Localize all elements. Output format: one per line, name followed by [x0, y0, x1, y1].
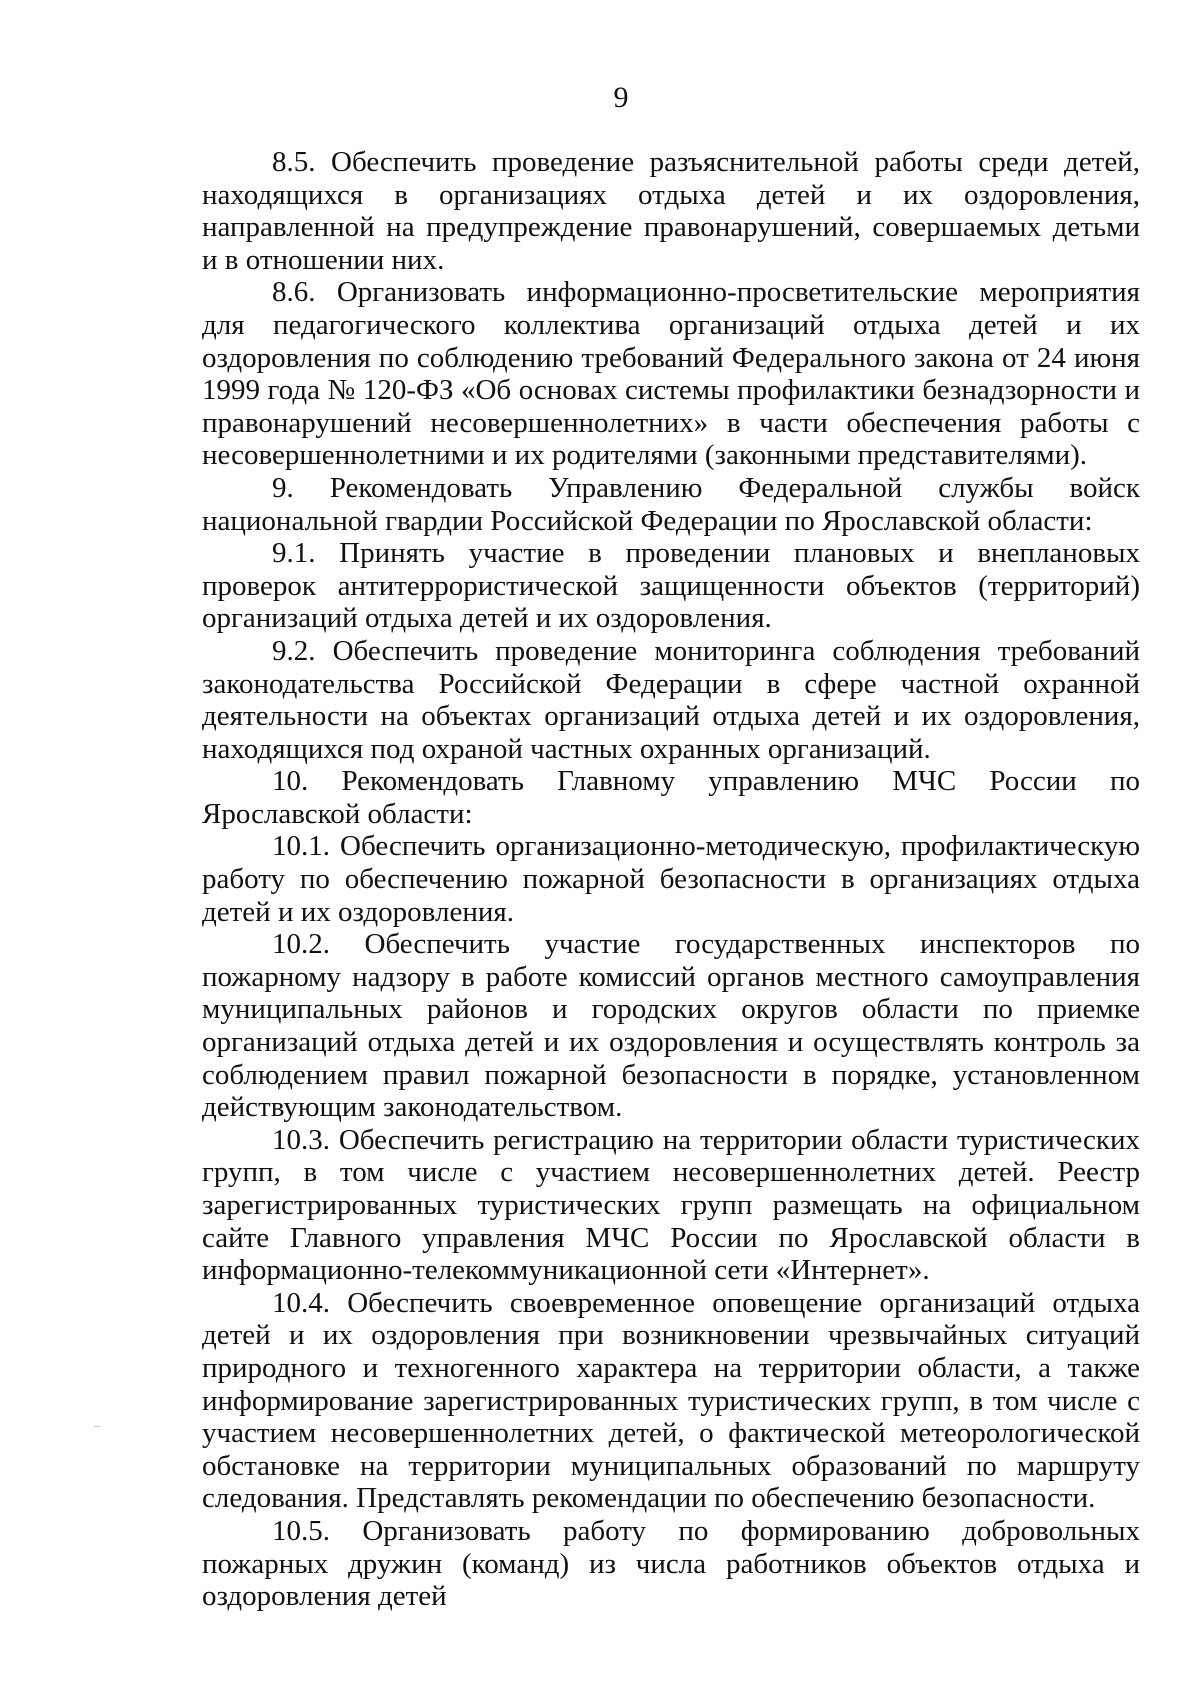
paragraph-10-5: 10.5. Организовать работу по формированию добровольных пожарных дружин (команд) из числа работников объектов отдыха и оздоровления детей	[202, 1514, 1140, 1613]
paragraph-10: 10. Рекомендовать Главному управлению МЧС России по Ярославской области:	[202, 765, 1140, 830]
paragraph-10-3: 10.3. Обеспечить регистрацию на территории области туристических групп, в том числе с участием несовершеннолетних детей. Реестр зарегистрированных туристических групп размещать на официальном сайте Главного управления МЧС России по Ярославской области в информационно-телекоммуникационной сети «Интернет».	[202, 1123, 1140, 1287]
scan-artifact	[94, 1426, 100, 1427]
paragraph-9-1: 9.1. Принять участие в проведении плановых и внеплановых проверок антитеррористической защищенности объектов (территорий) организаций отдыха детей и их оздоровления.	[202, 537, 1140, 635]
paragraph-9: 9. Рекомендовать Управлению Федеральной службы войск национальной гвардии Российской Федерации по Ярославской области:	[202, 471, 1140, 537]
page-number: 9	[613, 81, 629, 114]
paragraph-9-2: 9.2. Обеспечить проведение мониторинга соблюдения требований законодательства Российской Федерации в сфере частной охранной деятельности на объектах организаций отдыха детей и их оздоровления, находящихся под охраной частных охранных организаций.	[202, 634, 1140, 765]
paragraph-10-1: 10.1. Обеспечить организационно-методическую, профилактическую работу по обеспечению пожарной безопасности в организациях отдыха детей и их оздоровления.	[202, 830, 1140, 928]
paragraph-8-5: 8.5. Обеспечить проведение разъяснительной работы среди детей, находящихся в организациях отдыха детей и их оздоровления, направленной на предупреждение правонарушений, совершаемых детьми и в отношении них.	[202, 146, 1140, 276]
paragraph-10-2: 10.2. Обеспечить участие государственных инспекторов по пожарному надзору в работе комиссий органов местного самоуправления муниципальных районов и городских округов области по приемке организаций отдыха детей и их оздоровления и осуществлять контроль за соблюдением правил пожарной безопасности в порядке, установленном действующим законодательством.	[202, 928, 1140, 1124]
paragraph-8-6: 8.6. Организовать информационно-просветительские мероприятия для педагогического коллектива организаций отдыха детей и их оздоровления по соблюдению требований Федерального закона от 24 июня 1999 года № 120-ФЗ «Об основах системы профилактики безнадзорности и правонарушений несовершеннолетних» в части обеспечения работы с несовершеннолетними и их родителями (законными представителями).	[202, 276, 1140, 472]
document-body	[202, 146, 1140, 1613]
paragraph-10-4: 10.4. Обеспечить своевременное оповещение организаций отдыха детей и их оздоровления при возникновении чрезвычайных ситуаций природного и техногенного характера на территории области, а также информирование зарегистрированных туристических групп, в том числе с участием несовершеннолетних детей, о фактической метеорологической обстановке на территории муниципальных образований по маршруту следования. Представлять рекомендации по обеспечению безопасности.	[202, 1286, 1140, 1515]
